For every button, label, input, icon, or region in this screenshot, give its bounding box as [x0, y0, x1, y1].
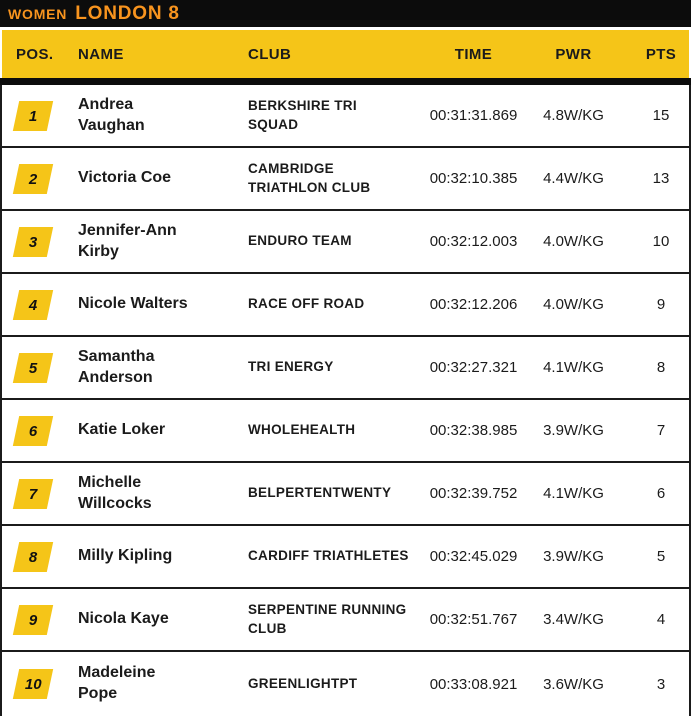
position-badge	[13, 416, 53, 446]
position-number: 4	[28, 296, 38, 313]
position-badge	[13, 164, 53, 194]
category-label: WOMEN	[8, 5, 68, 22]
finish-time: 00:32:45.029	[429, 548, 518, 565]
position-number: 6	[28, 422, 38, 439]
position-cell	[2, 605, 66, 635]
finish-time: 00:32:27.321	[429, 359, 518, 376]
power-value: 4.1W/KG	[543, 485, 604, 502]
finish-time: 00:33:08.921	[429, 675, 518, 693]
position-number: 8	[28, 548, 38, 565]
club-name: WHOLEHEALTH	[248, 422, 356, 438]
club-name: GREENLIGHTPT	[248, 675, 358, 691]
points-value: 5	[656, 548, 666, 565]
table-row	[2, 211, 689, 274]
finish-time: 00:32:12.206	[429, 296, 518, 313]
position-number: 10	[24, 675, 42, 693]
club-name: CAMBRIDGE TRIATHLON CLUB	[248, 161, 371, 195]
position-number: 9	[28, 611, 38, 628]
position-badge	[13, 605, 53, 635]
header-time: TIME	[454, 45, 493, 63]
finish-time: 00:32:10.385	[429, 170, 518, 187]
club-name: RACE OFF ROAD	[248, 296, 365, 312]
table-row	[2, 274, 689, 337]
position-badge	[13, 542, 53, 572]
finish-time: 00:32:12.003	[429, 233, 518, 250]
power-value: 4.0W/KG	[543, 296, 604, 313]
position-cell	[2, 542, 66, 572]
power-value: 3.9W/KG	[543, 548, 604, 565]
club-name: BERKSHIRE TRI SQUAD	[248, 98, 357, 132]
points-value: 6	[656, 485, 666, 502]
header-divider	[0, 78, 691, 85]
power-value: 4.8W/KG	[543, 107, 604, 124]
points-value: 9	[656, 296, 666, 313]
position-badge	[13, 479, 53, 509]
rider-name: Milly Kipling	[78, 547, 173, 565]
rider-name: Michelle Willcocks	[78, 473, 152, 512]
position-number: 1	[28, 107, 38, 124]
rider-name: Jennifer-Ann Kirby	[78, 221, 177, 260]
title-bar	[0, 0, 691, 27]
power-value: 4.0W/KG	[543, 233, 604, 250]
club-name: CARDIFF TRIATHLETES	[248, 548, 409, 564]
event-name: LONDON 8	[75, 2, 180, 24]
header-name: NAME	[78, 45, 124, 63]
position-number: 3	[28, 233, 38, 250]
club-name: TRI ENERGY	[248, 359, 334, 375]
position-number: 5	[28, 359, 38, 376]
header-power: PWR	[555, 45, 592, 63]
power-value: 3.4W/KG	[543, 611, 604, 628]
position-cell	[2, 101, 66, 131]
club-name: BELPERTENTWENTY	[248, 485, 392, 501]
power-value: 4.4W/KG	[543, 170, 604, 187]
position-badge	[13, 290, 53, 320]
table-row	[2, 148, 689, 211]
position-number: 2	[28, 170, 38, 187]
table-row	[2, 589, 689, 652]
rider-name: Madeleine Pope	[78, 664, 156, 702]
club-name: SERPENTINE RUNNING CLUB	[248, 602, 407, 636]
position-cell	[2, 416, 66, 446]
points-value: 15	[652, 107, 670, 124]
points-value: 4	[656, 611, 666, 628]
position-cell	[2, 669, 66, 699]
finish-time: 00:31:31.869	[429, 107, 518, 124]
position-cell	[2, 227, 66, 257]
rider-name: Samantha Anderson	[78, 347, 155, 386]
header-points: PTS	[645, 45, 677, 63]
points-value: 7	[656, 422, 666, 439]
rider-name: Victoria Coe	[78, 169, 172, 187]
table-row	[2, 85, 689, 148]
finish-time: 00:32:51.767	[429, 611, 518, 628]
rider-name: Nicole Walters	[78, 295, 188, 313]
header-club: CLUB	[248, 45, 292, 63]
finish-time: 00:32:39.752	[429, 485, 518, 502]
points-value: 8	[656, 359, 666, 376]
position-cell	[2, 290, 66, 320]
table-body	[0, 85, 691, 716]
table-header	[2, 30, 689, 78]
rider-name: Nicola Kaye	[78, 610, 169, 628]
table-row	[2, 400, 689, 463]
table-row	[2, 463, 689, 526]
position-badge	[13, 101, 53, 131]
position-cell	[2, 479, 66, 509]
position-badge	[13, 669, 53, 699]
table-row	[2, 652, 689, 716]
position-cell	[2, 164, 66, 194]
power-value: 3.6W/KG	[543, 675, 604, 693]
header-position: POS.	[16, 45, 54, 63]
table-row	[2, 337, 689, 400]
position-cell	[2, 353, 66, 383]
rider-name: Andrea Vaughan	[78, 95, 145, 134]
rider-name: Katie Loker	[78, 421, 166, 439]
position-badge	[13, 227, 53, 257]
points-value: 13	[652, 170, 670, 187]
power-value: 4.1W/KG	[543, 359, 604, 376]
points-value: 10	[652, 233, 670, 250]
club-name: ENDURO TEAM	[248, 233, 352, 249]
table-row	[2, 526, 689, 589]
points-value: 3	[656, 675, 666, 693]
finish-time: 00:32:38.985	[429, 422, 518, 439]
position-badge	[13, 353, 53, 383]
position-number: 7	[28, 485, 38, 502]
power-value: 3.9W/KG	[543, 422, 604, 439]
